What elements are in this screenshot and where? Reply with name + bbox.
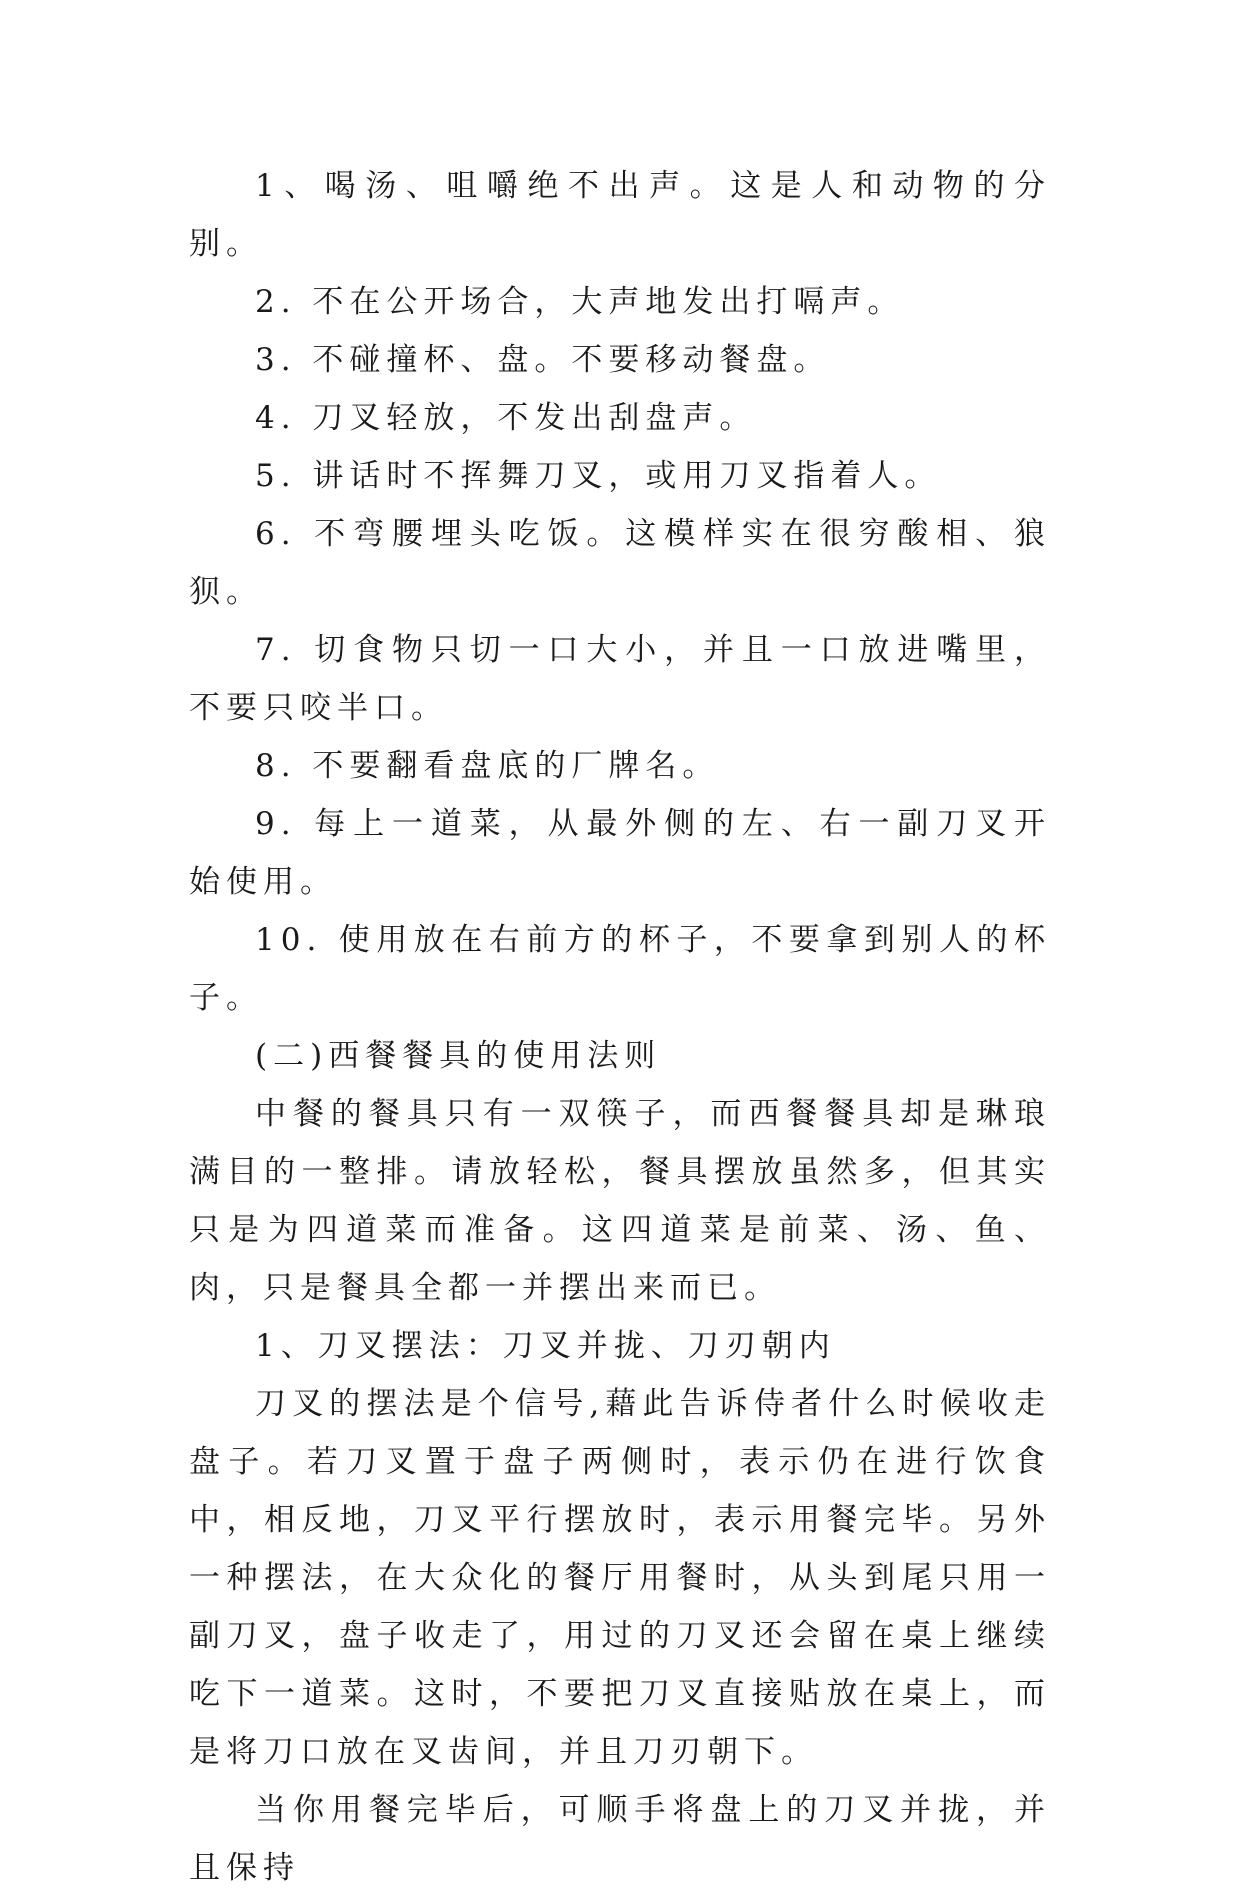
paragraph-rule-9: 9. 每上一道菜，从最外侧的左、右一副刀叉开始使用。 (189, 806, 1051, 900)
paragraph-rule-5: 5. 讲话时不挥舞刀叉，或用刀叉指着人。 (255, 458, 942, 494)
paragraph-rule-2: 2. 不在公开场合，大声地发出打嗝声。 (255, 284, 905, 320)
paragraph-rule-7: 7. 切食物只切一口大小，并且一口放进嘴里，不要只咬半口。 (189, 632, 1051, 726)
section-heading: (二)西餐餐具的使用法则 (255, 1038, 662, 1074)
paragraph-rule-4: 4. 刀叉轻放，不发出刮盘声。 (255, 400, 757, 436)
subsection-heading: 1、刀叉摆法：刀叉并拢、刀刃朝内 (255, 1328, 836, 1364)
paragraph-intro: 中餐的餐具只有一双筷子，而西餐餐具却是琳琅满目的一整排。请放轻松，餐具摆放虽然多，但其实只是为四道菜而准备。这四道菜是前菜、汤、鱼、肉，只是餐具全都一并摆出来而已。 (189, 1096, 1051, 1306)
paragraph-rule-1: 1、喝汤、咀嚼绝不出声。这是人和动物的分别。 (189, 168, 1051, 262)
paragraph-rule-8: 8. 不要翻看盘底的厂牌名。 (255, 748, 720, 784)
document-body (189, 157, 1051, 1897)
paragraph-body: 刀叉的摆法是个信号,藉此告诉侍者什么时候收走盘子。若刀叉置于盘子两侧时，表示仍在进行饮食中，相反地，刀叉平行摆放时，表示用餐完毕。另外一种摆法，在大众化的餐厅用餐时，从头到尾只用一副刀叉，盘子收走了，用过的刀叉还会留在桌上继续吃下一道菜。这时，不要把刀叉直接贴放在桌上，而是将刀口放在叉齿间，并且刀刃朝下。 (189, 1386, 1051, 1770)
paragraph-body-continued: 当你用餐完毕后，可顺手将盘上的刀叉并拢，并且保持 (189, 1792, 1051, 1886)
paragraph-rule-10: 10. 使用放在右前方的杯子，不要拿到别人的杯子。 (189, 922, 1051, 1016)
paragraph-rule-3: 3. 不碰撞杯、盘。不要移动餐盘。 (255, 342, 831, 378)
paragraph-rule-6: 6. 不弯腰埋头吃饭。这模样实在很穷酸相、狼狈。 (189, 516, 1051, 610)
